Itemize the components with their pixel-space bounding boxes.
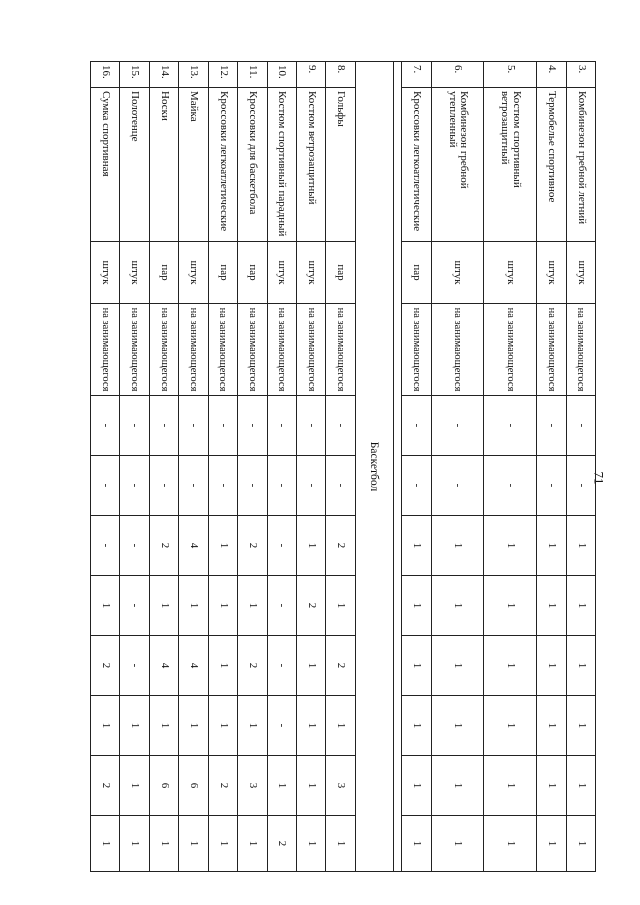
- quantity-cell: 1: [326, 816, 355, 872]
- table-body-bottom: [91, 62, 356, 872]
- quantity-cell: 4: [179, 516, 208, 576]
- quantity-cell: 2: [238, 636, 267, 696]
- quantity-cell: 1: [238, 576, 267, 636]
- quantity-cell: -: [566, 396, 595, 456]
- quantity-cell: 1: [537, 756, 566, 816]
- quantity-cell: -: [296, 396, 325, 456]
- quantity-cell: 1: [296, 696, 325, 756]
- usage-cell: на занимающегося: [296, 304, 325, 396]
- quantity-cell: 1: [566, 576, 595, 636]
- quantity-cell: -: [267, 516, 296, 576]
- quantity-cell: -: [431, 396, 484, 456]
- quantity-cell: 1: [91, 816, 120, 872]
- usage-cell: на занимающегося: [208, 304, 237, 396]
- quantity-cell: 4: [179, 636, 208, 696]
- quantity-cell: 1: [120, 756, 149, 816]
- table-row: [566, 62, 595, 872]
- quantity-cell: 6: [179, 756, 208, 816]
- quantity-cell: 1: [208, 636, 237, 696]
- unit-cell: штук: [484, 242, 537, 304]
- rotated-table-wrapper: [90, 61, 596, 871]
- quantity-cell: 1: [431, 696, 484, 756]
- quantity-cell: -: [267, 456, 296, 516]
- usage-cell: на занимающегося: [484, 304, 537, 396]
- unit-cell: пар: [402, 242, 431, 304]
- quantity-cell: 1: [484, 516, 537, 576]
- usage-cell: на занимающегося: [120, 304, 149, 396]
- quantity-cell: 1: [296, 636, 325, 696]
- quantity-cell: -: [91, 456, 120, 516]
- quantity-cell: 3: [238, 756, 267, 816]
- quantity-cell: 1: [296, 816, 325, 872]
- quantity-cell: 2: [267, 816, 296, 872]
- quantity-cell: -: [208, 456, 237, 516]
- quantity-cell: 1: [537, 516, 566, 576]
- row-number: 5.: [484, 62, 537, 88]
- usage-cell: на занимающегося: [179, 304, 208, 396]
- quantity-cell: 1: [296, 516, 325, 576]
- unit-cell: пар: [149, 242, 178, 304]
- quantity-cell: 1: [431, 756, 484, 816]
- quantity-cell: 1: [179, 696, 208, 756]
- quantity-cell: 1: [149, 696, 178, 756]
- quantity-cell: 1: [537, 576, 566, 636]
- quantity-cell: 1: [208, 516, 237, 576]
- quantity-cell: 1: [91, 576, 120, 636]
- quantity-cell: 2: [326, 516, 355, 576]
- quantity-cell: 1: [484, 756, 537, 816]
- table-row: [296, 62, 325, 872]
- quantity-cell: 1: [402, 756, 431, 816]
- quantity-cell: 1: [431, 816, 484, 872]
- quantity-cell: -: [402, 456, 431, 516]
- item-name: Комбинезон гребной летний: [566, 88, 595, 242]
- quantity-cell: -: [120, 456, 149, 516]
- table-row: [402, 62, 431, 872]
- row-number: 4.: [537, 62, 566, 88]
- usage-cell: на занимающегося: [326, 304, 355, 396]
- quantity-cell: 1: [431, 636, 484, 696]
- table-row: [267, 62, 296, 872]
- quantity-cell: -: [537, 456, 566, 516]
- section-title: Баскетбол: [355, 62, 393, 872]
- item-name: Гольфы: [326, 88, 355, 242]
- quantity-cell: 1: [484, 636, 537, 696]
- quantity-cell: -: [566, 456, 595, 516]
- spacer-row: [394, 62, 402, 872]
- unit-cell: штук: [120, 242, 149, 304]
- unit-cell: пар: [326, 242, 355, 304]
- table-row: [431, 62, 484, 872]
- quantity-cell: 1: [566, 696, 595, 756]
- usage-cell: на занимающегося: [91, 304, 120, 396]
- unit-cell: пар: [208, 242, 237, 304]
- row-number: 10.: [267, 62, 296, 88]
- section-row: [355, 62, 393, 872]
- quantity-cell: 2: [91, 636, 120, 696]
- row-number: 13.: [179, 62, 208, 88]
- item-name: Полотенце: [120, 88, 149, 242]
- quantity-cell: -: [326, 456, 355, 516]
- usage-cell: на занимающегося: [537, 304, 566, 396]
- item-name: Кроссовки легкоатлетические: [208, 88, 237, 242]
- quantity-cell: -: [238, 456, 267, 516]
- item-name: Сумка спортивная: [91, 88, 120, 242]
- quantity-cell: -: [296, 456, 325, 516]
- quantity-cell: 1: [431, 576, 484, 636]
- item-name: Костюм ветрозащитный: [296, 88, 325, 242]
- item-name: Носки: [149, 88, 178, 242]
- row-number: 9.: [296, 62, 325, 88]
- quantity-cell: 1: [208, 816, 237, 872]
- quantity-cell: -: [120, 576, 149, 636]
- quantity-cell: 1: [566, 756, 595, 816]
- row-number: 11.: [238, 62, 267, 88]
- quantity-cell: -: [179, 396, 208, 456]
- quantity-cell: -: [120, 396, 149, 456]
- quantity-cell: 1: [238, 816, 267, 872]
- quantity-cell: -: [179, 456, 208, 516]
- table-row: [238, 62, 267, 872]
- quantity-cell: 1: [566, 516, 595, 576]
- quantity-cell: 2: [149, 516, 178, 576]
- quantity-cell: -: [267, 636, 296, 696]
- quantity-cell: 1: [179, 576, 208, 636]
- unit-cell: штук: [537, 242, 566, 304]
- quantity-cell: -: [267, 696, 296, 756]
- row-number: 16.: [91, 62, 120, 88]
- quantity-cell: -: [402, 396, 431, 456]
- section-header-body: [355, 62, 402, 872]
- spacer-cell: [394, 62, 402, 872]
- unit-cell: штук: [296, 242, 325, 304]
- quantity-cell: 1: [402, 816, 431, 872]
- quantity-cell: 1: [537, 816, 566, 872]
- quantity-cell: 2: [326, 636, 355, 696]
- quantity-cell: -: [149, 456, 178, 516]
- unit-cell: штук: [566, 242, 595, 304]
- quantity-cell: 1: [208, 696, 237, 756]
- unit-cell: штук: [267, 242, 296, 304]
- quantity-cell: 1: [179, 816, 208, 872]
- row-number: 14.: [149, 62, 178, 88]
- quantity-cell: -: [326, 396, 355, 456]
- quantity-cell: 1: [402, 696, 431, 756]
- quantity-cell: 1: [537, 696, 566, 756]
- quantity-cell: -: [484, 456, 537, 516]
- quantity-cell: 1: [149, 576, 178, 636]
- row-number: 6.: [431, 62, 484, 88]
- quantity-cell: 2: [296, 576, 325, 636]
- quantity-cell: 2: [208, 756, 237, 816]
- item-name: Комбинезон гребной утепленный: [431, 88, 484, 242]
- quantity-cell: 1: [484, 576, 537, 636]
- quantity-cell: 1: [120, 816, 149, 872]
- usage-cell: на занимающегося: [431, 304, 484, 396]
- quantity-cell: 1: [537, 636, 566, 696]
- unit-cell: штук: [91, 242, 120, 304]
- row-number: 8.: [326, 62, 355, 88]
- quantity-cell: -: [431, 456, 484, 516]
- usage-cell: на занимающегося: [267, 304, 296, 396]
- usage-cell: на занимающегося: [149, 304, 178, 396]
- quantity-cell: 2: [91, 756, 120, 816]
- quantity-cell: 1: [402, 576, 431, 636]
- quantity-cell: 1: [296, 756, 325, 816]
- quantity-cell: 1: [238, 696, 267, 756]
- unit-cell: штук: [431, 242, 484, 304]
- quantity-cell: -: [149, 396, 178, 456]
- quantity-cell: 1: [267, 756, 296, 816]
- quantity-cell: 1: [484, 696, 537, 756]
- quantity-cell: -: [91, 516, 120, 576]
- table-row: [484, 62, 537, 872]
- item-name: Майка: [179, 88, 208, 242]
- row-number: 15.: [120, 62, 149, 88]
- usage-cell: на занимающегося: [566, 304, 595, 396]
- table-body-top: [402, 62, 596, 872]
- quantity-cell: -: [208, 396, 237, 456]
- quantity-cell: -: [484, 396, 537, 456]
- quantity-cell: -: [120, 516, 149, 576]
- row-number: 7.: [402, 62, 431, 88]
- page-number: 71: [591, 471, 607, 485]
- quantity-cell: 2: [238, 516, 267, 576]
- quantity-cell: 1: [566, 816, 595, 872]
- quantity-cell: -: [120, 636, 149, 696]
- table-row: [91, 62, 120, 872]
- table-row: [149, 62, 178, 872]
- quantity-cell: 1: [431, 516, 484, 576]
- quantity-cell: 4: [149, 636, 178, 696]
- quantity-cell: -: [537, 396, 566, 456]
- table-row: [537, 62, 566, 872]
- equipment-table: [90, 61, 596, 872]
- table-row: [120, 62, 149, 872]
- item-name: Костюм спортивный парадный: [267, 88, 296, 242]
- unit-cell: штук: [179, 242, 208, 304]
- quantity-cell: 1: [402, 516, 431, 576]
- quantity-cell: 1: [402, 636, 431, 696]
- quantity-cell: 1: [326, 576, 355, 636]
- quantity-cell: 1: [91, 696, 120, 756]
- quantity-cell: 1: [484, 816, 537, 872]
- quantity-cell: 1: [149, 816, 178, 872]
- row-number: 3.: [566, 62, 595, 88]
- table-row: [179, 62, 208, 872]
- item-name: Термобелье спортивное: [537, 88, 566, 242]
- usage-cell: на занимающегося: [402, 304, 431, 396]
- quantity-cell: 6: [149, 756, 178, 816]
- quantity-cell: 3: [326, 756, 355, 816]
- quantity-cell: 1: [120, 696, 149, 756]
- quantity-cell: 1: [326, 696, 355, 756]
- item-name: Кроссовки для баскетбола: [238, 88, 267, 242]
- quantity-cell: -: [267, 396, 296, 456]
- item-name: Кроссовки легкоатлетические: [402, 88, 431, 242]
- quantity-cell: -: [267, 576, 296, 636]
- unit-cell: пар: [238, 242, 267, 304]
- item-name: Костюм спортивный ветрозащитный: [484, 88, 537, 242]
- quantity-cell: -: [91, 396, 120, 456]
- quantity-cell: -: [238, 396, 267, 456]
- table-row: [208, 62, 237, 872]
- table-row: [326, 62, 355, 872]
- usage-cell: на занимающегося: [238, 304, 267, 396]
- row-number: 12.: [208, 62, 237, 88]
- quantity-cell: 1: [208, 576, 237, 636]
- quantity-cell: 1: [566, 636, 595, 696]
